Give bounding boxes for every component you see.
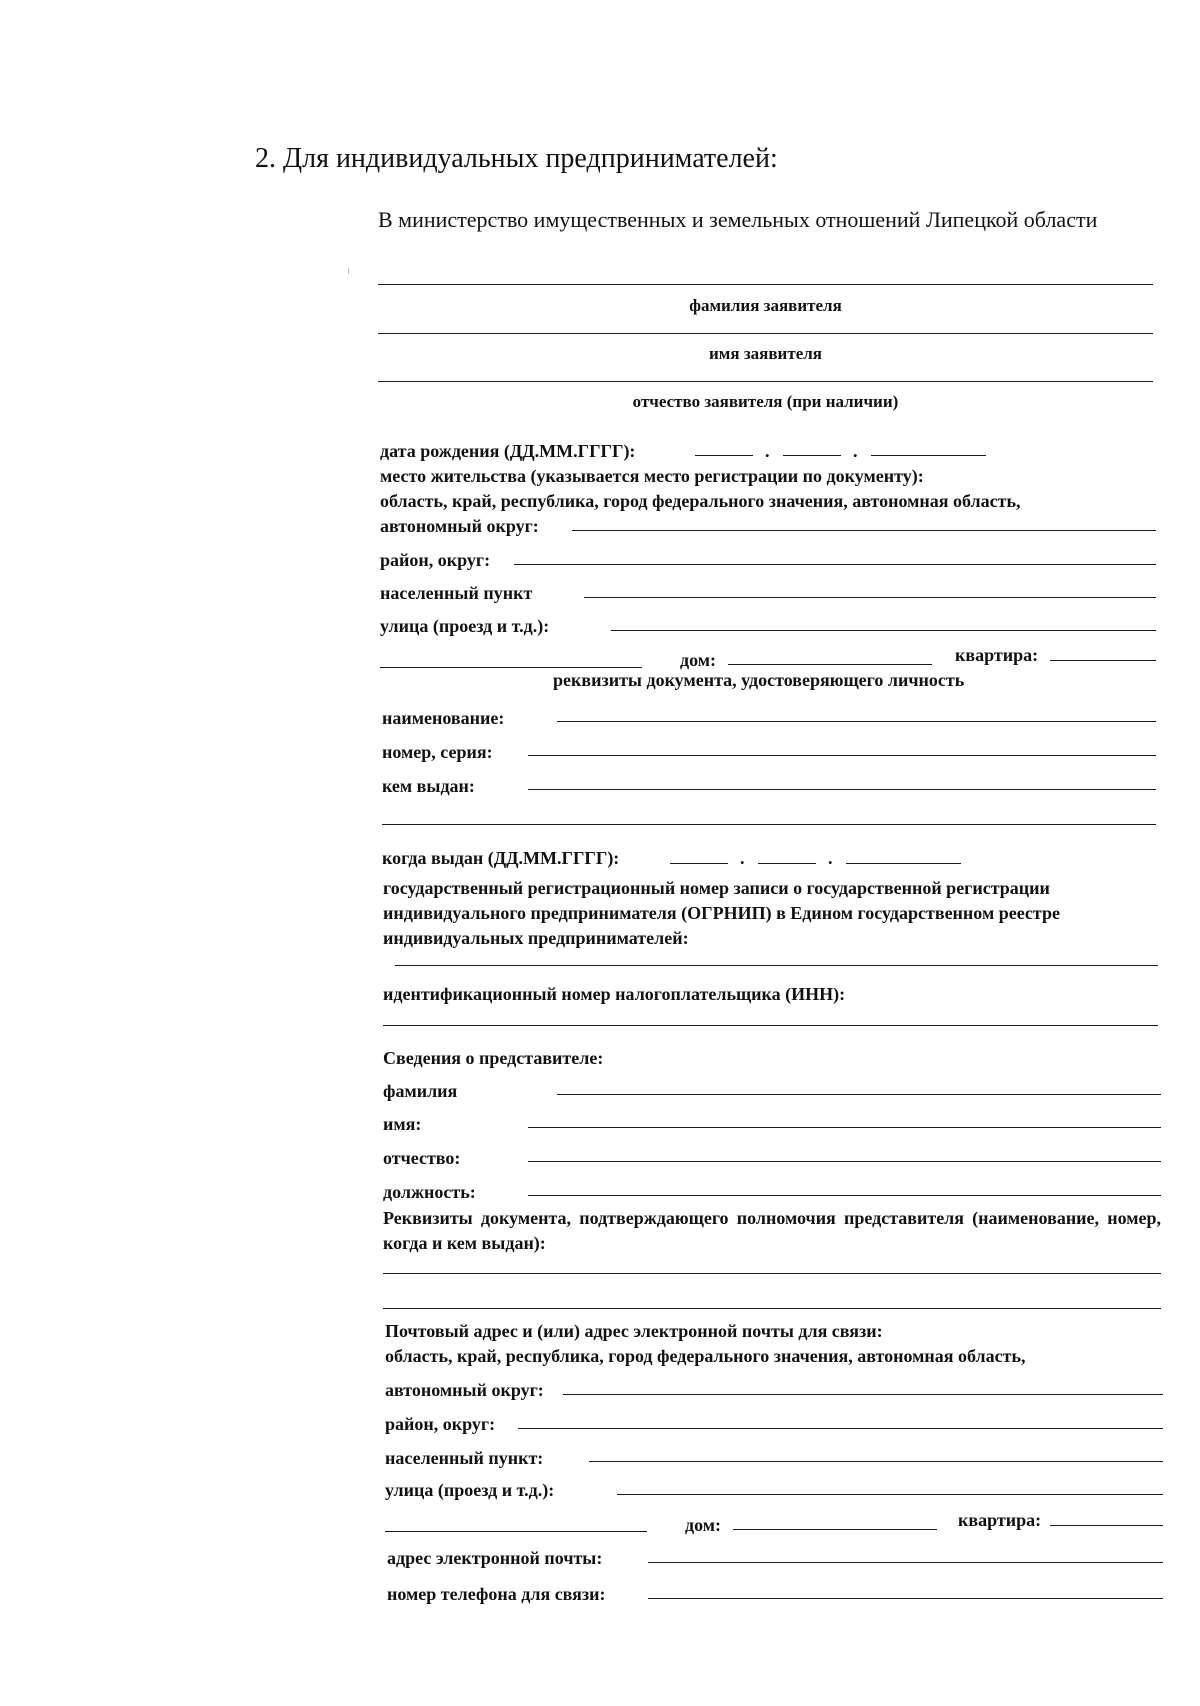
issue-month-field[interactable] bbox=[758, 863, 816, 864]
inn-field[interactable] bbox=[383, 1025, 1158, 1026]
representative-authority-continuation-field[interactable] bbox=[383, 1308, 1161, 1309]
representative-title: Сведения о представителе: bbox=[383, 1048, 604, 1068]
id-document-number-label: номер, серия: bbox=[382, 742, 493, 762]
residence-apartment-field[interactable] bbox=[1050, 660, 1156, 661]
representative-name-field[interactable] bbox=[528, 1127, 1161, 1128]
id-document-issuer-label: кем выдан: bbox=[382, 776, 475, 796]
contact-email-label: адрес электронной почты: bbox=[387, 1548, 603, 1568]
id-document-title: реквизиты документа, удостоверяющего личность bbox=[553, 670, 965, 690]
residence-street-label: улица (проезд и т.д.): bbox=[380, 616, 550, 636]
contact-phone-field[interactable] bbox=[648, 1598, 1163, 1599]
residence-district-label: район, округ: bbox=[380, 550, 491, 570]
issue-day-field[interactable] bbox=[670, 863, 728, 864]
id-document-name-label: наименование: bbox=[382, 708, 505, 728]
scan-mark bbox=[348, 268, 349, 274]
birth-year-field[interactable] bbox=[871, 455, 986, 456]
id-document-issuer-continuation-field[interactable] bbox=[382, 824, 1156, 825]
residence-locality-field[interactable] bbox=[584, 597, 1156, 598]
birth-date-label: дата рождения (ДД.ММ.ГГГГ): bbox=[380, 441, 636, 461]
id-document-name-field[interactable] bbox=[557, 721, 1156, 722]
inn-label: идентификационный номер налогоплательщика (ИНН): bbox=[383, 984, 846, 1004]
contact-district-field[interactable] bbox=[518, 1428, 1163, 1429]
contact-email-field[interactable] bbox=[648, 1562, 1163, 1563]
addressee-text: В министерство имущественных и земельных отношений Липецкой области bbox=[378, 207, 1098, 232]
residence-title: место жительства (указывается место регистрации по документу): bbox=[380, 466, 924, 486]
representative-name-label: имя: bbox=[383, 1114, 422, 1134]
residence-street-continuation-field[interactable] bbox=[380, 667, 642, 668]
applicant-patronymic-line[interactable] bbox=[378, 381, 1153, 382]
residence-region-field[interactable] bbox=[572, 530, 1156, 531]
contact-phone-label: номер телефона для связи: bbox=[387, 1584, 606, 1604]
issue-year-field[interactable] bbox=[846, 863, 961, 864]
applicant-patronymic-caption: отчество заявителя (при наличии) bbox=[632, 392, 899, 411]
contact-region-line1: область, край, республика, город федерального значения, автономная область, bbox=[385, 1346, 1026, 1366]
contact-street-label: улица (проезд и т.д.): bbox=[385, 1480, 555, 1500]
representative-authority-field[interactable] bbox=[383, 1273, 1161, 1274]
contact-apartment-label: квартира: bbox=[958, 1510, 1042, 1530]
ogrnip-field[interactable] bbox=[395, 965, 1158, 966]
id-document-number-field[interactable] bbox=[528, 755, 1156, 756]
applicant-name-caption: имя заявителя bbox=[709, 344, 822, 363]
contact-district-label: район, округ: bbox=[385, 1414, 496, 1434]
representative-surname-field[interactable] bbox=[557, 1094, 1161, 1095]
date-separator: . bbox=[853, 441, 858, 461]
residence-house-label: дом: bbox=[680, 650, 717, 670]
contact-apartment-field[interactable] bbox=[1050, 1525, 1163, 1526]
residence-locality-label: населенный пункт bbox=[380, 583, 533, 603]
date-separator: . bbox=[740, 848, 745, 868]
contact-region-field[interactable] bbox=[563, 1394, 1163, 1395]
id-document-date-label: когда выдан (ДД.ММ.ГГГГ): bbox=[382, 848, 620, 868]
residence-street-field[interactable] bbox=[611, 630, 1156, 631]
applicant-name-line[interactable] bbox=[378, 333, 1153, 334]
date-separator: . bbox=[828, 848, 833, 868]
residence-house-field[interactable] bbox=[728, 664, 932, 665]
contact-street-field[interactable] bbox=[617, 1494, 1163, 1495]
residence-region-label: автономный округ: bbox=[380, 516, 539, 536]
ogrnip-label: государственный регистрационный номер записи о государственной регистрации индивидуального предпринимателя (ОГРНИП) в Едином государственном реестре индивидуальных предпринимателей: bbox=[383, 878, 1060, 948]
contact-region-label: автономный округ: bbox=[385, 1380, 544, 1400]
contact-house-label: дом: bbox=[685, 1515, 722, 1535]
section-heading: 2. Для индивидуальных предпринимателей: bbox=[255, 143, 778, 174]
representative-position-field[interactable] bbox=[528, 1195, 1161, 1196]
date-separator: . bbox=[765, 441, 770, 461]
residence-apartment-label: квартира: bbox=[955, 645, 1039, 665]
id-document-issuer-field[interactable] bbox=[528, 789, 1156, 790]
contact-title: Почтовый адрес и (или) адрес электронной почты для связи: bbox=[385, 1321, 883, 1341]
birth-day-field[interactable] bbox=[695, 455, 753, 456]
representative-position-label: должность: bbox=[383, 1182, 476, 1202]
representative-patronymic-field[interactable] bbox=[528, 1161, 1161, 1162]
contact-locality-field[interactable] bbox=[589, 1461, 1163, 1462]
residence-region-line1: область, край, республика, город федерального значения, автономная область, bbox=[380, 491, 1021, 511]
contact-street-continuation-field[interactable] bbox=[385, 1531, 647, 1532]
birth-month-field[interactable] bbox=[783, 455, 841, 456]
contact-house-field[interactable] bbox=[733, 1529, 937, 1530]
contact-locality-label: населенный пункт: bbox=[385, 1448, 544, 1468]
residence-district-field[interactable] bbox=[514, 564, 1156, 565]
applicant-surname-line[interactable] bbox=[378, 284, 1153, 285]
applicant-surname-caption: фамилия заявителя bbox=[689, 296, 842, 315]
representative-authority-label: Реквизиты документа, подтверждающего полномочия представителя (наименование, номер, когда и кем выдан): bbox=[383, 1208, 1161, 1253]
representative-patronymic-label: отчество: bbox=[383, 1148, 461, 1168]
representative-surname-label: фамилия bbox=[383, 1081, 458, 1101]
